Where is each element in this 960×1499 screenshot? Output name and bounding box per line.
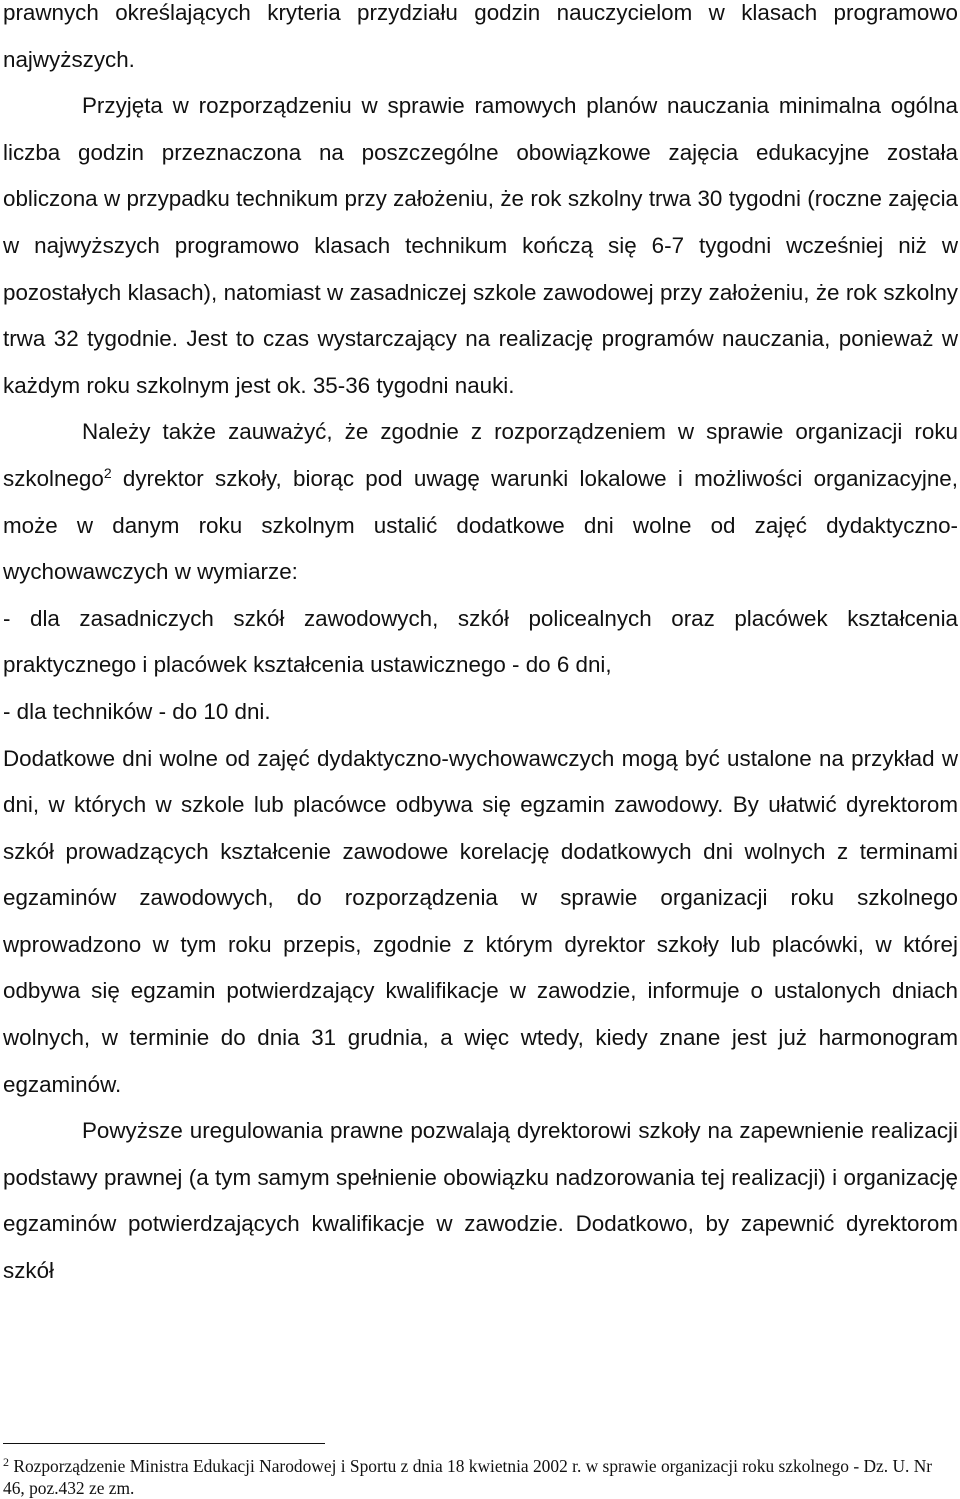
paragraph-4: Dodatkowe dni wolne od zajęć dydaktyczno-wychowawczych mogą być ustalone na przykład w dni, w których w szkole lub placówce odbywa się egzamin zawodowy. By ułatwić dyrektorom szkół prowadzących kształcenie zawodowe korelację dodatkowych dni wolnych z terminami egzaminów zawodowych, do rozporządzenia w sprawie organizacji roku szkolnego wprowadzono w tym roku przepis, zgodnie z którym dyrektor szkoły lub placówki, w której odbywa się egzamin potwierdzający kwalifikacje w zawodzie, informuje o ustalonych dniach wolnych, w terminie do dnia 31 grudnia, a więc wtedy, kiedy znane jest już harmonogram egzaminów. xyxy=(3,745,958,1097)
footnote-number: 2 xyxy=(3,1455,9,1469)
paragraph-3-text-after: dyrektor szkoły, biorąc pod uwagę warunki lokalowe i możliwości organizacyjne, może w danym roku szkolnym ustalić dodatkowe dni wolne od zajęć dydaktyczno-wychowawczych w wymiarze: xyxy=(3,465,958,585)
footnote-reference: 2 xyxy=(103,464,112,481)
list-item-1: - dla zasadniczych szkół zawodowych, szkół policealnych oraz placówek kształcenia praktycznego i placówek kształcenia ustawicznego - do 6 dni, xyxy=(3,605,958,678)
paragraph-1: prawnych określających kryteria przydziału godzin nauczycielom w klasach programowo najwyższych. xyxy=(3,0,958,72)
paragraph-2: Przyjęta w rozporządzeniu w sprawie ramowych planów nauczania minimalna ogólna liczba godzin przeznaczona na poszczególne obowiązkowe zajęcia edukacyjne została obliczona w przypadku technikum przy założeniu, że rok szkolny trwa 30 tygodni (roczne zajęcia w najwyższych programowo klasach technikum kończą się 6-7 tygodni wcześniej niż w pozostałych klasach), natomiast w zasadniczej szkole zawodowej przy założeniu, że rok szkolny trwa 32 tygodnie. Jest to czas wystarczający na realizację programów nauczania, ponieważ w każdym roku szkolnym jest ok. 35-36 tygodni nauki. xyxy=(3,93,958,398)
footnote xyxy=(3,1455,958,1499)
paragraph-5: Powyższe uregulowania prawne pozwalają dyrektorowi szkoły na zapewnienie realizacji podstawy prawnej (a tym samym spełnienie obowiązku nadzorowania tej realizacji) i organizację egzaminów potwierdzających kwalifikacje w zawodzie. Dodatkowo, by zapewnić dyrektorom szkół xyxy=(3,1118,958,1284)
list-item-2: - dla techników - do 10 dni. xyxy=(3,698,271,724)
document-body xyxy=(3,0,958,1295)
footnote-separator xyxy=(3,1443,325,1444)
paragraph-3-text-before: Należy także zauważyć, że zgodnie z rozporządzeniem w sprawie organizacji roku szkolnego xyxy=(3,419,958,491)
footnote-text: Rozporządzenie Ministra Edukacji Narodowej i Sportu z dnia 18 kwietnia 2002 r. w sprawie organizacji roku szkolnego - Dz. U. Nr 46, poz.432 ze zm. xyxy=(3,1456,933,1498)
paragraph-3 xyxy=(3,409,958,595)
